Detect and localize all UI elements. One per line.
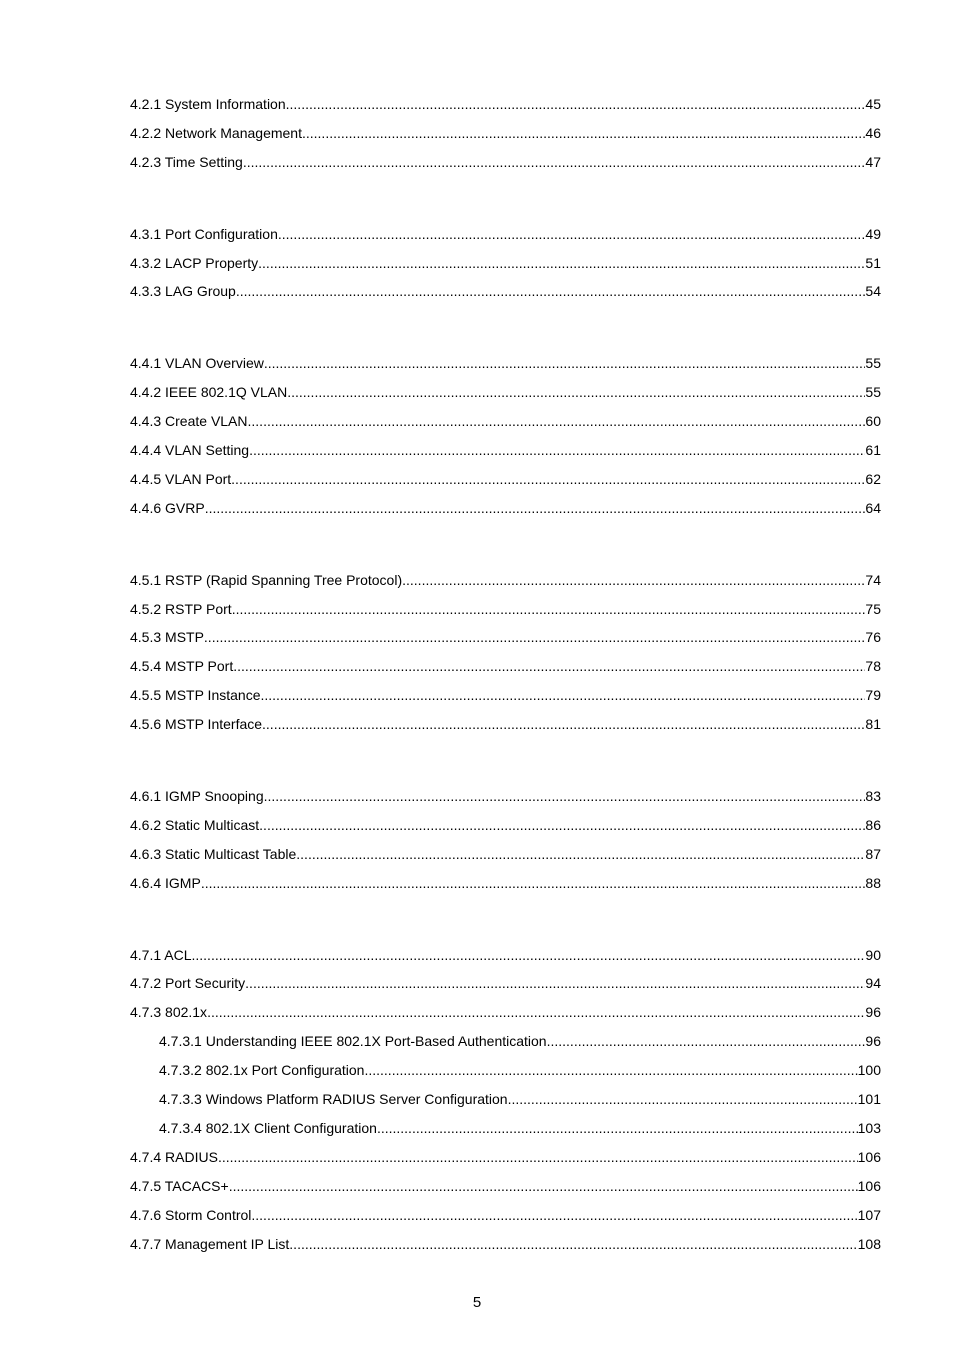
toc-entry[interactable]	[130, 1118, 881, 1147]
toc-entry[interactable]	[130, 281, 881, 310]
toc-entry-title: 4.6.4 IGMP	[130, 874, 201, 891]
toc-entry-title: 4.3.1 Port Configuration	[130, 225, 278, 242]
dot-leader	[262, 714, 865, 734]
toc-entry[interactable]	[130, 498, 881, 527]
toc-entry-page: 46	[865, 124, 881, 141]
toc-entry[interactable]	[130, 714, 881, 743]
toc-entry-title: 4.7.7 Management IP List	[130, 1235, 290, 1252]
dot-leader	[364, 1060, 857, 1080]
dot-leader	[289, 1234, 857, 1254]
toc-entry[interactable]	[130, 973, 881, 1002]
dot-leader	[201, 873, 866, 893]
toc-entry-page: 51	[865, 254, 881, 271]
toc-entry[interactable]	[130, 685, 881, 714]
toc-entry[interactable]	[130, 815, 881, 844]
toc-entry-title: 4.2.3 Time Setting	[130, 153, 243, 170]
toc-entry[interactable]	[130, 656, 881, 685]
toc-entry[interactable]	[130, 469, 881, 498]
toc-entry[interactable]	[130, 873, 881, 902]
toc-entry-title: 4.5.3 MSTP	[130, 629, 204, 646]
toc-entry-title: 4.4.1 VLAN Overview	[130, 355, 264, 372]
toc-entry-title: 4.4.6 GVRP	[130, 499, 205, 516]
toc-entry-page: 96	[865, 1033, 881, 1050]
toc-entry[interactable]	[130, 844, 881, 873]
dot-leader	[287, 382, 865, 402]
toc-entry-title: 4.4.2 IEEE 802.1Q VLAN	[130, 384, 288, 401]
toc-entry-page: 75	[865, 600, 881, 617]
toc-entry[interactable]	[130, 440, 881, 469]
toc-entry[interactable]	[130, 353, 881, 382]
toc-entry-title: 4.3.3 LAG Group	[130, 283, 236, 300]
toc-entry[interactable]	[130, 1205, 881, 1234]
toc-entry-page: 54	[865, 283, 881, 300]
dot-leader	[245, 973, 865, 993]
toc-entry[interactable]	[130, 570, 881, 599]
dot-leader	[259, 815, 865, 835]
toc-section	[130, 945, 881, 1263]
toc-entry-title: 4.6.2 Static Multicast	[130, 816, 260, 833]
toc-section	[130, 224, 881, 311]
toc-entry[interactable]	[130, 411, 881, 440]
toc-entry-page: 96	[865, 1004, 881, 1021]
dot-leader	[377, 1118, 858, 1138]
dot-leader	[233, 656, 865, 676]
dot-leader	[229, 1176, 858, 1196]
toc-entry-title: 4.7.3.4 802.1X Client Configuration	[159, 1119, 377, 1136]
dot-leader	[278, 224, 866, 244]
toc-entry-page: 86	[865, 816, 881, 833]
toc-entry-page: 106	[857, 1177, 881, 1194]
toc-entry[interactable]	[130, 1176, 881, 1205]
dot-leader	[231, 469, 865, 489]
dot-leader	[204, 627, 866, 647]
toc-entry-page: 108	[857, 1235, 881, 1252]
dot-leader	[508, 1089, 858, 1109]
toc-entry-title: 4.7.5 TACACS+	[130, 1177, 229, 1194]
toc-entry-page: 55	[865, 355, 881, 372]
toc-entry-page: 62	[865, 470, 881, 487]
dot-leader	[302, 123, 865, 143]
toc-entry-page: 64	[865, 499, 881, 516]
dot-leader	[547, 1031, 866, 1051]
toc-entry-page: 49	[865, 225, 881, 242]
toc-entry-page: 78	[865, 658, 881, 675]
toc-entry[interactable]	[130, 382, 881, 411]
toc-entry[interactable]	[130, 786, 881, 815]
toc-entry-title: 4.7.1 ACL	[130, 946, 192, 963]
toc-entry-title: 4.5.1 RSTP (Rapid Spanning Tree Protocol)	[130, 571, 403, 588]
toc-entry-page: 101	[857, 1091, 881, 1108]
toc-entry[interactable]	[130, 1234, 881, 1263]
toc-entry[interactable]	[130, 152, 881, 181]
toc-entry-title: 4.7.3.1 Understanding IEEE 802.1X Port-Based Authentication	[159, 1033, 547, 1050]
dot-leader	[264, 353, 866, 373]
toc-entry-title: 4.3.2 LACP Property	[130, 254, 259, 271]
toc-entry-title: 4.2.1 System Information	[130, 96, 286, 112]
toc-entry[interactable]	[130, 945, 881, 974]
toc-entry-page: 60	[865, 413, 881, 430]
toc-entry-page: 88	[865, 874, 881, 891]
toc-entry-page: 76	[865, 629, 881, 646]
toc-entry[interactable]	[130, 1089, 881, 1118]
toc-entry[interactable]	[130, 1060, 881, 1089]
dot-leader	[236, 281, 866, 301]
dot-leader	[207, 1002, 865, 1022]
toc-entry-title: 4.7.4 RADIUS	[130, 1148, 218, 1165]
toc-entry-page: 100	[857, 1062, 881, 1079]
toc-section	[130, 94, 881, 181]
dot-leader	[248, 411, 866, 431]
toc-entry-title: 4.4.4 VLAN Setting	[130, 442, 250, 459]
toc-entry-page: 94	[865, 975, 881, 992]
toc-entry-title: 4.6.1 IGMP Snooping	[130, 788, 264, 805]
toc-entry-page: 83	[865, 788, 881, 805]
toc-entry-page: 61	[865, 442, 881, 459]
toc-entry-title: 4.4.5 VLAN Port	[130, 470, 232, 487]
toc-entry-title: 4.7.2 Port Security	[130, 975, 246, 992]
dot-leader	[296, 844, 865, 864]
toc-entry[interactable]	[130, 1147, 881, 1176]
toc-entry[interactable]	[130, 1002, 881, 1031]
dot-leader	[249, 440, 865, 460]
toc-entry-title: 4.2.2 Network Management	[130, 124, 302, 141]
toc-entry-title: 4.5.6 MSTP Interface	[130, 716, 263, 733]
page-number: 5	[472, 1294, 482, 1311]
toc-entry[interactable]	[130, 599, 881, 628]
dot-leader	[260, 685, 865, 705]
toc-entry-title: 4.7.6 Storm Control	[130, 1206, 252, 1223]
dot-leader	[264, 786, 866, 806]
toc-entry[interactable]	[130, 224, 881, 253]
toc-entry-title: 4.7.3 802.1x	[130, 1004, 208, 1021]
dot-leader	[251, 1205, 857, 1225]
toc-entry-page: 107	[857, 1206, 881, 1223]
toc-entry-page: 90	[865, 946, 881, 963]
dot-leader	[243, 152, 866, 172]
dot-leader	[286, 94, 866, 114]
toc-entry-page: 87	[865, 845, 881, 862]
toc-entry[interactable]	[130, 253, 881, 282]
dot-leader	[402, 570, 865, 590]
dot-leader	[232, 599, 866, 619]
toc-entry-page: 55	[865, 384, 881, 401]
toc-entry-page: 103	[857, 1119, 881, 1136]
toc-section	[130, 353, 881, 526]
toc-entry-page: 79	[865, 687, 881, 704]
toc-entry-title: 4.5.4 MSTP Port	[130, 658, 234, 675]
dot-leader	[258, 253, 865, 273]
toc-entry-title: 4.7.3.2 802.1x Port Configuration	[159, 1062, 365, 1079]
toc-entry-page: 47	[865, 153, 881, 170]
toc-entry-title: 4.4.3 Create VLAN	[130, 413, 248, 430]
toc-entry[interactable]	[130, 1031, 881, 1060]
toc-entry-page: 106	[857, 1148, 881, 1165]
toc-entry-page: 45	[865, 96, 881, 112]
toc-entry[interactable]	[130, 123, 881, 152]
toc-entry[interactable]	[130, 94, 881, 123]
toc-entry[interactable]	[130, 627, 881, 656]
dot-leader	[218, 1147, 858, 1167]
table-of-contents	[130, 94, 881, 1305]
toc-entry-title: 4.5.5 MSTP Instance	[130, 687, 261, 704]
toc-entry-title: 4.7.3.3 Windows Platform RADIUS Server Configuration	[159, 1091, 508, 1108]
toc-section	[130, 570, 881, 743]
toc-entry-title: 4.6.3 Static Multicast Table	[130, 845, 297, 862]
dot-leader	[192, 945, 866, 965]
toc-entry-page: 81	[865, 716, 881, 733]
toc-section	[130, 786, 881, 902]
toc-entry-title: 4.5.2 RSTP Port	[130, 600, 232, 617]
dot-leader	[205, 498, 866, 518]
toc-entry-page: 74	[865, 571, 881, 588]
